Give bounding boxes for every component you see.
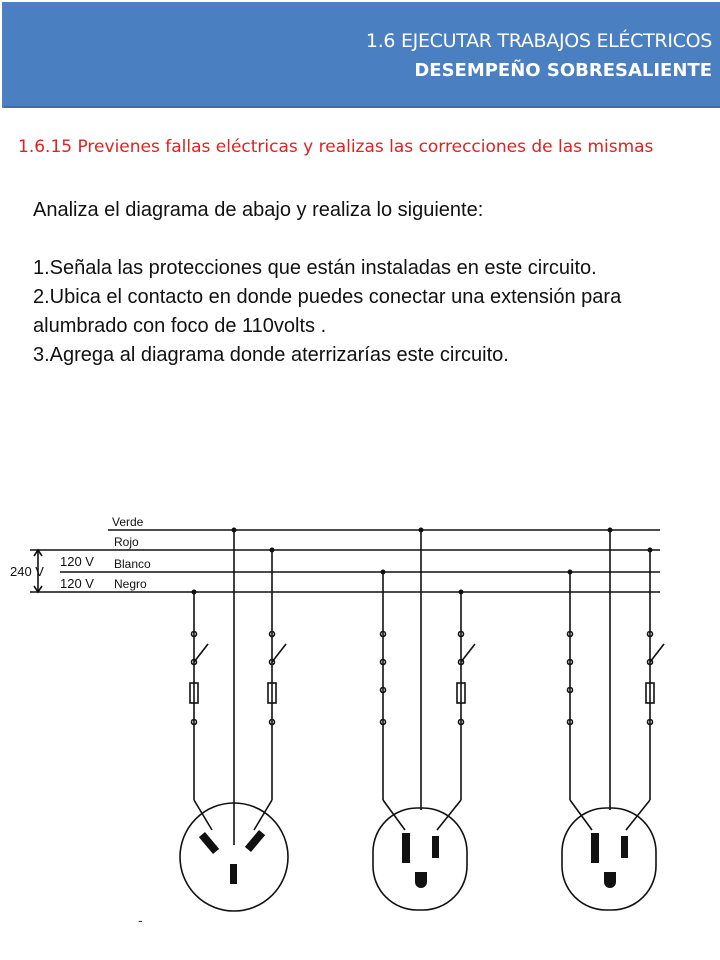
outlet-3-branch (562, 530, 664, 910)
instructions-intro: Analiza el diagrama de abajo y realiza lo siguiente: (33, 199, 484, 221)
instruction-item-1: 1.Señala las protecciones que están instaladas en este circuito. (33, 257, 597, 279)
activity-title: 1.6.15 Previenes fallas eléctricas y realizas las correcciones de las mismas (18, 137, 654, 157)
outlet-3-slots (591, 833, 628, 888)
instruction-item-2: 2.Ubica el contacto en donde puedes conectar una extensión para alumbrado con foco de 110volts . (33, 286, 622, 337)
header-title: 1.6 EJECUTAR TRABAJOS ELÉCTRICOS (365, 30, 712, 52)
label-voltage-top: 120 V (60, 554, 94, 569)
outlet-1-slots (199, 830, 265, 884)
label-voltage-total: 240 V (10, 564, 44, 579)
header-panel (4, 4, 720, 108)
label-voltage-bottom: 120 V (60, 576, 94, 591)
outlet-2-branch (373, 530, 475, 910)
wiring-diagram (0, 500, 720, 920)
label-blanco: Blanco (114, 557, 151, 571)
header-band (2, 2, 720, 108)
footnote-mark: - (138, 912, 143, 928)
header-subtitle: DESEMPEÑO SOBRESALIENTE (414, 60, 712, 81)
instruction-item-3: 3.Agrega al diagrama donde aterrizarías este circuito. (33, 344, 509, 366)
outlet-2-slots (402, 833, 439, 888)
outlet-1-branch (180, 530, 288, 911)
label-rojo: Rojo (114, 535, 139, 549)
label-verde: Verde (112, 515, 144, 529)
label-negro: Negro (114, 577, 147, 591)
instructions (33, 196, 693, 370)
